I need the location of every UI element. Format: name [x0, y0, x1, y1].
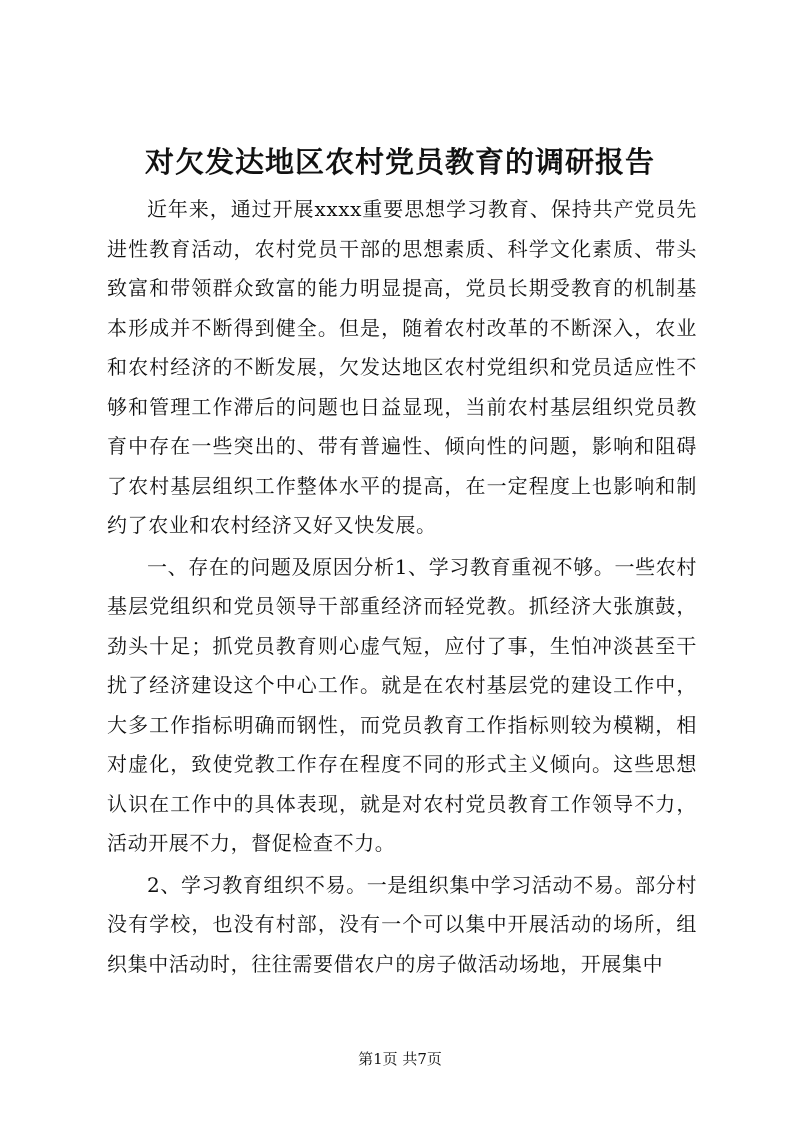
paragraph-problems-2: 2、学习教育组织不易。一是组织集中学习活动不易。部分村没有学校，也没有村部，没有一个可以集中开展活动的场所，组织集中活动时，往往需要借农户的房子做活动场地，开展集中: [107, 872, 697, 976]
page-number: 第1页 共7页: [358, 1050, 442, 1068]
document-title: 对欠发达地区农村党员教育的调研报告: [144, 145, 655, 179]
paragraph-problems-1: 一、存在的问题及原因分析1、学习教育重视不够。一些农村基层党组织和党员领导干部重经济而轻党教。抓经济大张旗鼓，劲头十足；抓党员教育则心虚气短，应付了事，生怕冲淡甚至干扰了经济建设这个中心工作。就是在农村基层党的建设工作中，大多工作指标明确而钢性，而党员教育工作指标则较为模糊，相对虚化，致使党教工作存在程度不同的形式主义倾向。这些思想认识在工作中的具体表现，就是对农村党员教育工作领导不力，活动开展不力，督促检查不力。: [107, 554, 697, 855]
document-body: [107, 190, 697, 984]
paragraph-intro: 近年来，通过开展xxxx重要思想学习教育、保持共产党员先进性教育活动，农村党员干部的思想素质、科学文化素质、带头致富和带领群众致富的能力明显提高，党员长期受教育的机制基本形成并不断得到健全。但是，随着农村改革的不断深入，农业和农村经济的不断发展，欠发达地区农村党组织和党员适应性不够和管理工作滞后的问题也日益显现，当前农村基层组织党员教育中存在一些突出的、带有普遍性、倾向性的问题，影响和阻碍了农村基层组织工作整体水平的提高，在一定程度上也影响和制约了农业和农村经济又好又快发展。: [107, 197, 697, 537]
